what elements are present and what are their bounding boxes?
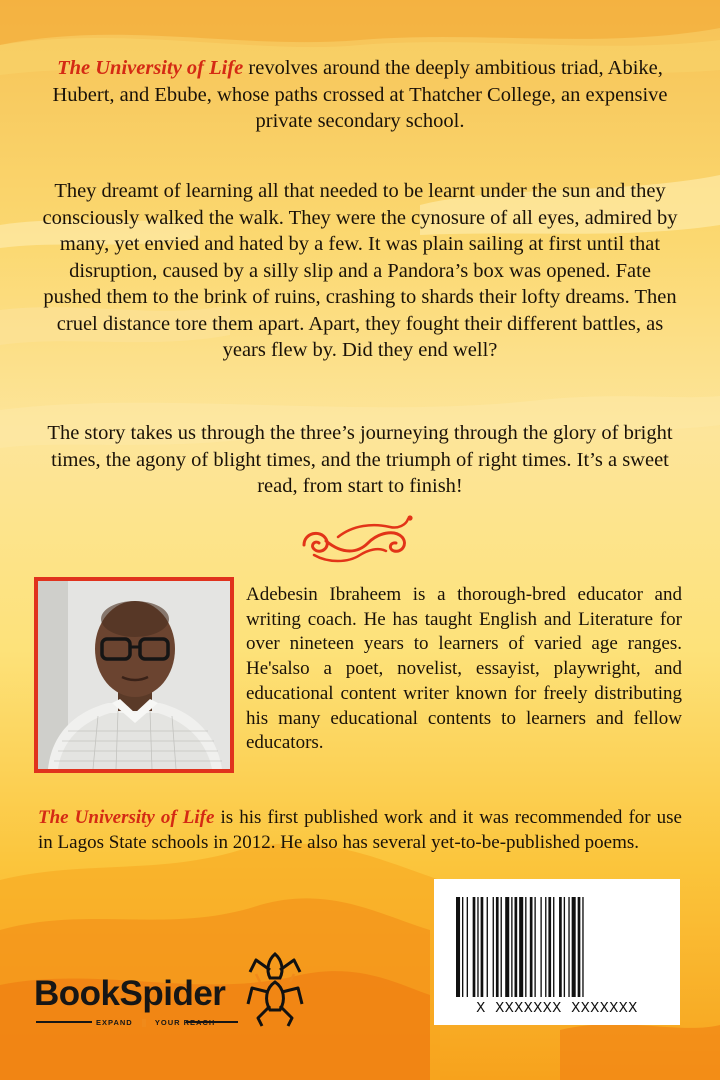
flourish-ornament [298,515,422,569]
barcode-bar [456,897,460,997]
barcode-bar [493,897,494,997]
barcode-bar [530,897,533,997]
barcode-number: X XXXXXXX XXXXXXX [476,1000,638,1017]
tagline-divider [142,1019,146,1027]
tagline-left: EXPAND [96,1018,133,1027]
blurb-paragraph-2: They dreamt of learning all that needed to be learnt under the sun and they consciously walked the walk. They were the cynosure of all eyes, admired by many, yet envied and hated by a few. It was plain sailing at first until that disruption, caused by a silly slip and a Pandora’s box was opened. Fate pushed them to the brink of ruins, crashing to shards their lofty dreams. Then cruel distance tore them apart. Apart, they fought their different battles, as years flew by. Did they end well? [42,180,678,361]
barcode-bar [473,897,476,997]
barcode-bar [578,897,581,997]
barcode-bar [477,897,478,997]
barcode-bar [515,897,518,997]
author-portrait-image [38,581,230,769]
author-bio: Adebesin Ibraheem is a thorough-bred educator and writing coach. He has taught English and Literature for over nineteen years to learners of varied age ranges. He'salso a poet, novelist, essayist, playwright, and educational content writer known for freely distributing his many educational contents to learners and fellow educators. [246,584,682,754]
barcode-bar [511,897,512,997]
spider-logo-icon [244,948,306,1028]
barcode-bar [568,897,569,997]
tagline-right: YOUR REACH [154,1018,216,1027]
barcode-bar [545,897,546,997]
barcode-bar [572,897,576,997]
barcode-bar [505,897,509,997]
author-bio-continued-text: is his first published work and it was recommended for use in Lagos State schools in 2012. He also has several yet-to-be-published poems. [38,807,682,853]
barcode [434,879,680,1025]
barcode-bar [481,897,484,997]
barcode-bar [548,897,551,997]
barcode-bar [540,897,541,997]
book-title-inline: The University of Life [57,57,244,79]
barcode-bar [559,897,562,997]
publisher-logo-text: BookSpider [34,974,226,1013]
blurb-paragraph-3: The story takes us through the three’s journeying through the glory of bright times, the agony of blight times, and the triumph of right times. It’s a sweet read, from start to finish! [47,422,673,497]
barcode-bar [519,897,523,997]
barcode-bar [564,897,565,997]
author-bio-continued [38,806,682,855]
tagline-rule-left [36,1021,92,1023]
barcode-bar [534,897,535,997]
barcode-bar [553,897,554,997]
blurb-paragraph-1 [40,55,680,135]
barcode-bar [582,897,583,997]
blurb-paragraph-1-text: revolves around the deeply ambitious triad, Abike, Hubert, and Ebube, whose paths crossed at Thatcher College, an expensive private secondary school. [52,57,668,132]
author-photo [34,577,234,773]
barcode-bar [525,897,526,997]
barcode-bar [467,897,468,997]
barcode-bar [462,897,463,997]
book-title-inline-2: The University of Life [38,807,215,828]
barcode-bar [501,897,502,997]
barcode-bar [487,897,488,997]
barcode-bar [496,897,499,997]
publisher-tagline [96,1018,215,1027]
